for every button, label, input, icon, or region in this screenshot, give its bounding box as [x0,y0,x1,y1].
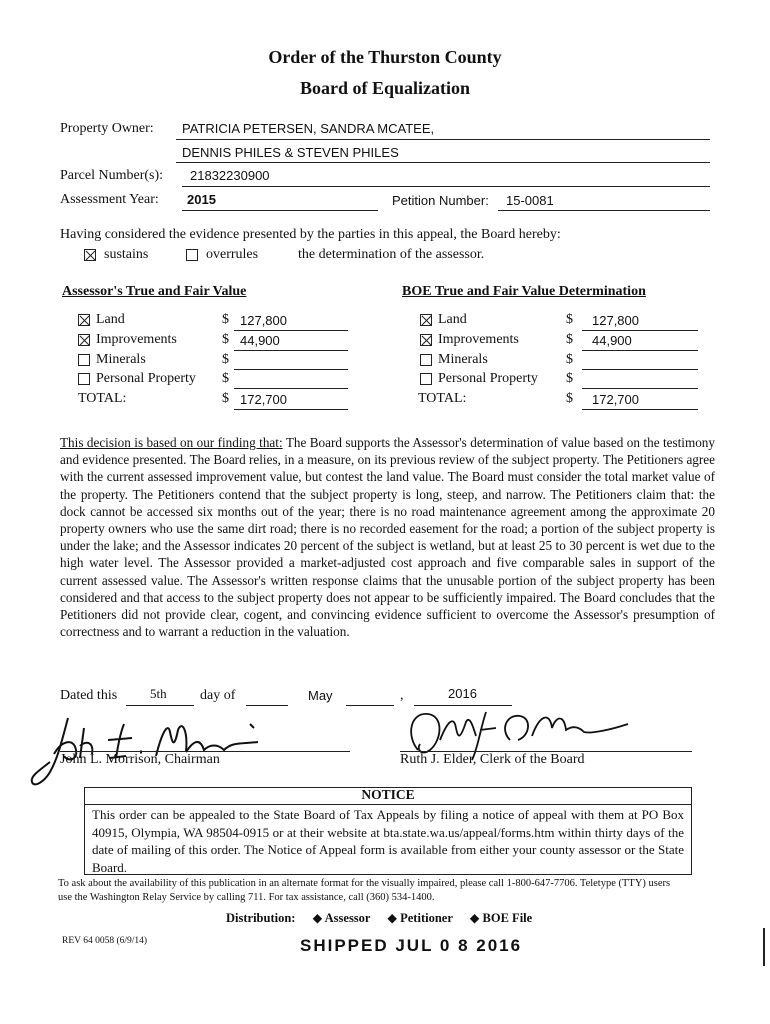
clerk-name: Ruth J. Elder, Clerk of the Board [400,752,585,767]
boe-land-dollar: $ [566,312,573,327]
distribution-label: Distribution: [226,911,296,925]
decision-paragraph [60,434,715,640]
page-subtitle: Board of Equalization [299,78,471,98]
assessor-minerals-underline [234,368,348,370]
petition-value: 15-0081 [506,193,554,208]
assessment-year-value: 2015 [187,192,216,207]
considered-text: Having considered the evidence presented by the parties in this appeal, the Board hereby: [60,227,561,242]
boe-total-dollar: $ [566,391,573,406]
bullet: ◆ [469,911,480,925]
edge-mark [763,928,765,966]
assessor-land-value: 127,800 [240,313,287,328]
assessor-personal-property-checkbox[interactable] [78,373,90,385]
boe-total-label: TOTAL: [418,391,467,406]
boe-minerals-dollar: $ [566,352,573,367]
determination-text: the determination of the assessor. [298,247,485,262]
assessor-minerals-dollar: $ [222,352,229,367]
assessor-total-underline [234,408,348,410]
boe-personal-property-dollar: $ [566,371,573,386]
distribution-boe-file: BOE File [482,911,533,925]
assessor-land-underline [234,329,348,331]
assessor-personal-property-label: Personal Property [96,371,196,386]
assessor-improvements-dollar: $ [222,332,229,347]
assessor-total-label: TOTAL: [78,391,127,406]
assessor-personal-property-dollar: $ [222,371,229,386]
shipped-stamp: SHIPPED JUL 0 8 2016 [300,936,523,955]
boe-value-header: BOE True and Fair Value Determination [402,284,646,299]
parcel-underline [182,185,710,187]
dated-this-label: Dated this [60,688,118,703]
boe-improvements-dollar: $ [566,332,573,347]
assessor-minerals-label: Minerals [96,352,146,367]
overrules-label: overrules [206,247,259,262]
distribution-petitioner: Petitioner [400,911,453,925]
parcel-label: Parcel Number(s): [60,168,164,183]
chairman-name: John L. Morrison, Chairman [60,752,220,767]
boe-improvements-label: Improvements [438,332,519,347]
accessibility-text: To ask about the availability of this publication in an alternate format for the visually impaired, please call 1-800-647-7706. Teletype (TTY) users use the Washington Relay Service by calling 711. For tax assistance, call (360) 534-1400. [58,878,671,903]
assessor-value-header: Assessor's True and Fair Value [62,284,247,299]
petition-underline [498,209,710,211]
boe-minerals-checkbox[interactable] [420,354,432,366]
notice-body: This order can be appealed to the State Board of Tax Appeals by filing a notice of appeal with them at PO Box 40915, Olympia, WA 98504-0915 or at their website at bta.state.wa.us/appeal/forms.htm within thirty days of the date of mailing of this order. The Notice of Appeal form is available from either your county assessor or the State Board. [92,807,684,875]
boe-personal-property-label: Personal Property [438,371,538,386]
decision-body: The Board supports the Assessor's determination of value based on the testimony and evidence presented. The Board relies, in a measure, on its previous review of the subject property. The Petitioners agree with the current assessed improvement value, but contest the land value. The Board must consider the total market value of the property. The Petitioners contend that the subject property is long, steep, and narrow. The Petitioners claim that: the dock cannot be accessed six months out of the year; there is no road maintenance agreement among the approximate 20 property owners who use the same dirt road; there is no recorded easement for the road; a portion of the subject property is under the lake; and the Assessor indicates 20 percent of the subject is wetland, but at least 25 to 30 percent is wet due to the high water level. The Assessor provided a market-adjusted cost approach and five comparable sales in support of the current assessed value. The Assessor's written response claims that the unusable portion of the subject property has been considered and that access to the subject property does not appear to be sufficiently impaired. The Board concludes that the Petitioners did not provide clear, cogent, and convincing evidence sufficient to overcome the Assessor's presumption of correctness and to warrant a reduction in the valuation. [60,435,715,640]
boe-minerals-label: Minerals [438,352,488,367]
form-number: REV 64 0058 (6/9/14) [62,936,148,946]
distribution-assessor: Assessor [324,911,371,925]
assessor-minerals-checkbox[interactable] [78,354,90,366]
boe-improvements-value: 44,900 [592,333,632,348]
sustains-checkbox[interactable] [84,249,96,261]
boe-personal-property-underline [582,387,698,389]
day-of-label: day of [200,688,236,703]
decision-lead: This decision is based on our finding that: [60,435,283,450]
dated-day-underline [126,704,194,706]
sustains-label: sustains [104,247,149,262]
property-owner-value-2: DENNIS PHILES & STEVEN PHILES [182,145,399,160]
overrules-checkbox[interactable] [186,249,198,261]
page-title: Order of the Thurston County [268,47,502,67]
boe-land-label: Land [438,312,467,327]
assessment-year-underline [182,209,378,211]
assessor-land-checkbox[interactable] [78,314,90,326]
dated-day: 5th [150,686,167,701]
assessor-total-dollar: $ [222,391,229,406]
parcel-value: 21832230900 [190,168,270,183]
assessor-land-dollar: $ [222,312,229,327]
boe-total-value: 172,700 [592,392,639,407]
notice-divider [84,803,692,805]
comma: , [400,688,404,703]
assessor-improvements-checkbox[interactable] [78,334,90,346]
boe-improvements-underline [582,349,698,351]
notice-title: NOTICE [361,787,415,802]
property-owner-label: Property Owner: [60,121,154,136]
boe-improvements-checkbox[interactable] [420,334,432,346]
property-owner-underline-2 [176,161,710,163]
boe-personal-property-checkbox[interactable] [420,373,432,385]
assessor-total-value: 172,700 [240,392,287,407]
month-underline [346,704,394,706]
distribution-row [226,910,532,926]
petition-label: Petition Number: [392,193,489,208]
property-owner-value-1: PATRICIA PETERSEN, SANDRA MCATEE, [182,121,435,136]
bullet: ◆ [312,911,323,925]
assessor-personal-property-underline [234,387,348,389]
boe-land-checkbox[interactable] [420,314,432,326]
property-owner-underline-1 [176,138,710,140]
assessment-year-label: Assessment Year: [60,192,159,207]
day-of-underline [246,704,288,706]
dated-year: 2016 [448,686,477,701]
assessor-improvements-value: 44,900 [240,333,280,348]
bullet: ◆ [387,911,397,925]
dated-month: May [308,688,333,703]
boe-land-underline [582,329,698,331]
boe-minerals-underline [582,368,698,370]
boe-total-underline [582,408,698,410]
assessor-improvements-underline [234,349,348,351]
assessor-land-label: Land [96,312,125,327]
boe-land-value: 127,800 [592,313,639,328]
assessor-improvements-label: Improvements [96,332,177,347]
